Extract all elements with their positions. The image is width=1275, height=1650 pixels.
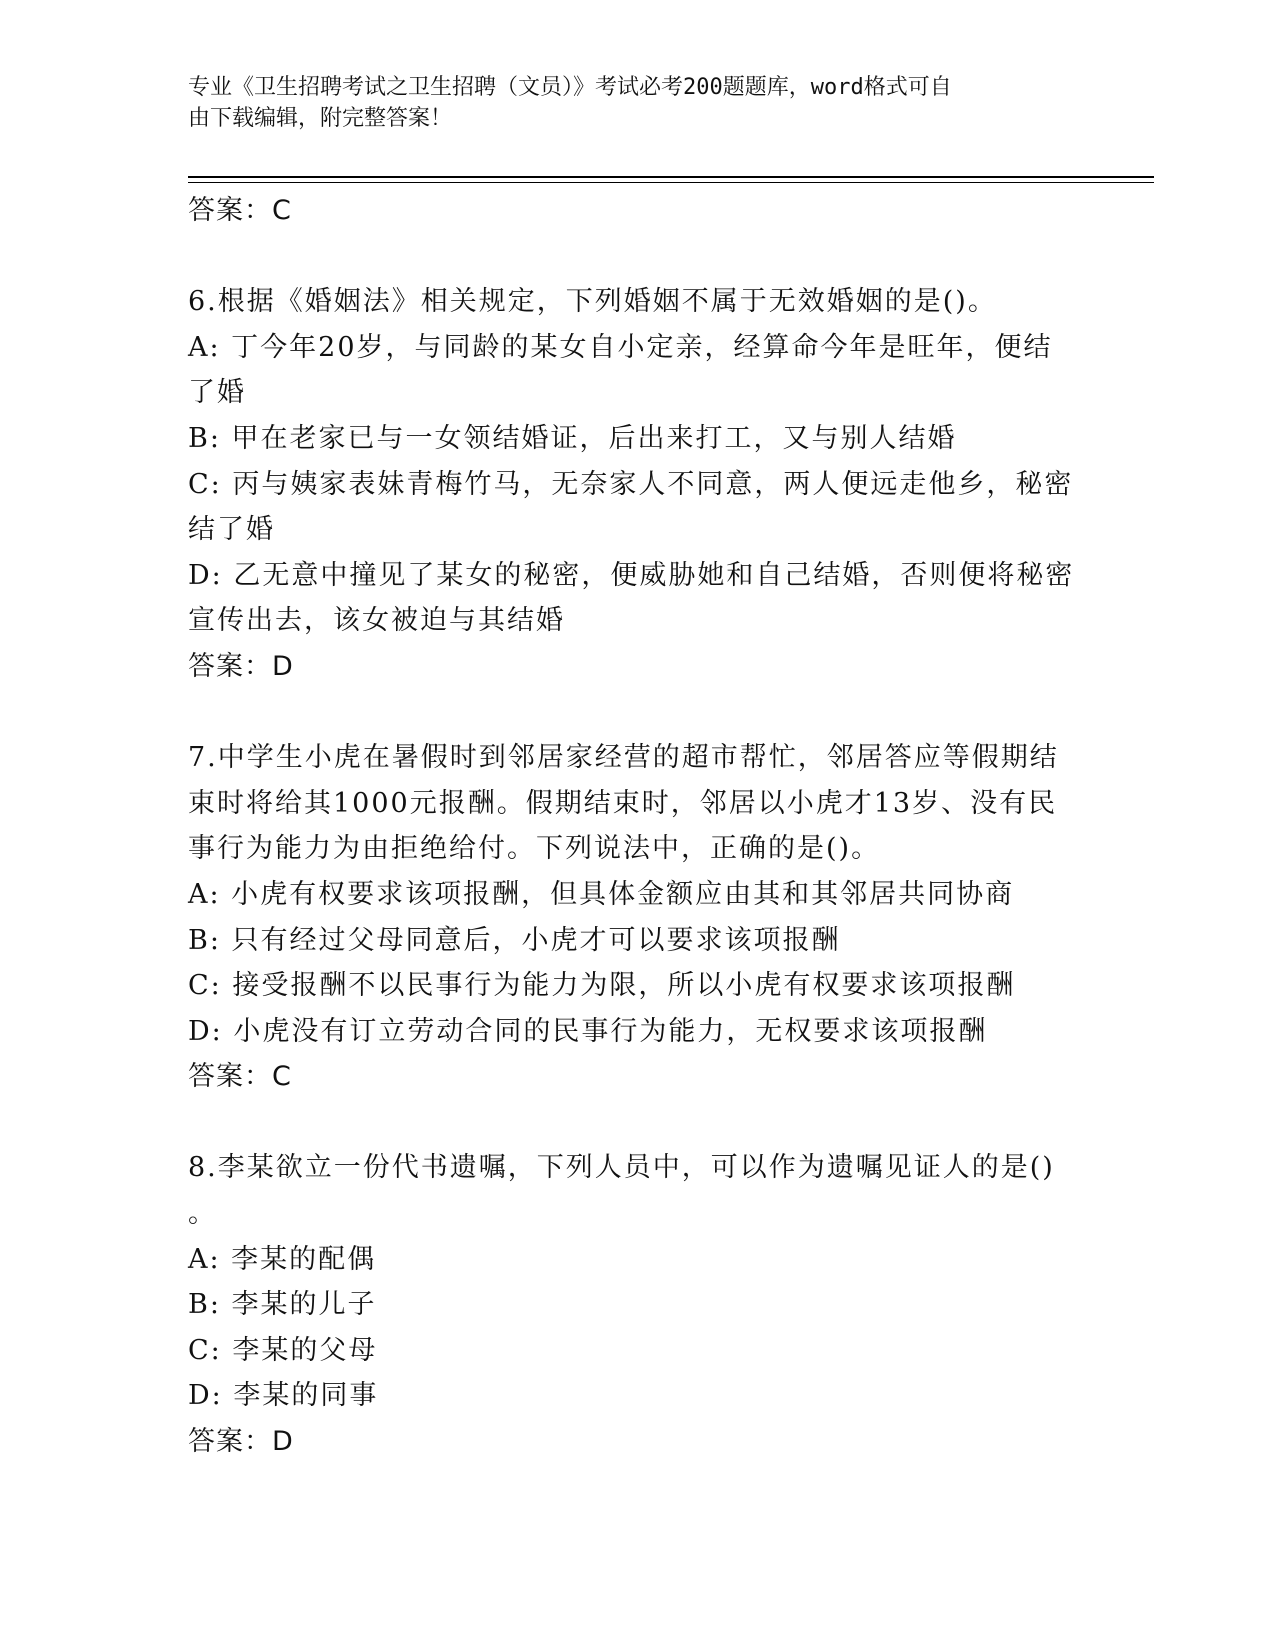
spacer [188, 1100, 1088, 1146]
question-8 [188, 1145, 1088, 1464]
question-6-option-c-cont: 结了婚 [188, 514, 275, 546]
question-6-option-c: C: 丙与姨家表妹青梅竹马，无奈家人不同意，两人便远走他乡，秘密 [188, 468, 1074, 500]
question-6-option-d-cont: 宣传出去，该女被迫与其结婚 [188, 605, 565, 637]
question-8-stem: 8.李某欲立一份代书遗嘱，下列人员中，可以作为遗嘱见证人的是() [188, 1152, 1055, 1184]
question-7-option-d: D: 小虎没有订立劳动合同的民事行为能力，无权要求该项报酬 [188, 1015, 988, 1047]
question-list [188, 188, 1088, 1465]
answer-previous: 答案：C [188, 195, 292, 226]
question-8-answer: 答案：D [188, 1426, 294, 1458]
question-7 [188, 735, 1088, 1100]
header-rule-thick [188, 176, 1154, 178]
question-6-option-a-cont: 了婚 [188, 377, 246, 409]
question-8-stem-cont: 。 [188, 1198, 217, 1230]
question-6-option-b: B: 甲在老家已与一女领结婚证，后出来打工，又与别人结婚 [188, 422, 957, 454]
question-6-option-d: D: 乙无意中撞见了某女的秘密，便威胁她和自己结婚，否则便将秘密 [188, 559, 1075, 591]
question-7-stem-cont-1: 束时将给其1000元报酬。假期结束时，邻居以小虎才13岁、没有民 [188, 787, 1058, 819]
question-6-stem: 6.根据《婚姻法》相关规定，下列婚姻不属于无效婚姻的是()。 [188, 286, 997, 318]
question-7-stem-cont-2: 事行为能力为由拒绝给付。下列说法中，正确的是()。 [188, 833, 881, 865]
question-6 [188, 279, 1088, 689]
page-header [188, 72, 1068, 134]
question-7-option-a: A: 小虎有权要求该项报酬，但具体金额应由其和其邻居共同协商 [188, 878, 1015, 910]
question-8-option-c: C: 李某的父母 [188, 1334, 378, 1366]
header-line-2: 由下载编辑，附完整答案！ [188, 106, 453, 131]
question-7-option-b: B: 只有经过父母同意后，小虎才可以要求该项报酬 [188, 924, 841, 956]
question-7-option-c: C: 接受报酬不以民事行为能力为限，所以小虎有权要求该项报酬 [188, 970, 1016, 1002]
question-6-option-a: A: 丁今年20岁，与同龄的某女自小定亲，经算命今年是旺年，便结 [188, 331, 1053, 363]
header-line-1: 专业《卫生招聘考试之卫生招聘（文员）》考试必考200题题库，word格式可自 [188, 75, 952, 100]
question-6-answer: 答案：D [188, 650, 294, 682]
spacer [188, 234, 1088, 280]
spacer [188, 690, 1088, 736]
question-8-option-a: A: 李某的配偶 [188, 1243, 377, 1275]
question-8-option-d: D: 李某的同事 [188, 1380, 379, 1412]
question-7-answer: 答案：C [188, 1061, 292, 1093]
question-7-stem: 7.中学生小虎在暑假时到邻居家经营的超市帮忙，邻居答应等假期结 [188, 742, 1059, 774]
question-8-option-b: B: 李某的儿子 [188, 1289, 377, 1321]
header-rule-thin [188, 182, 1154, 183]
